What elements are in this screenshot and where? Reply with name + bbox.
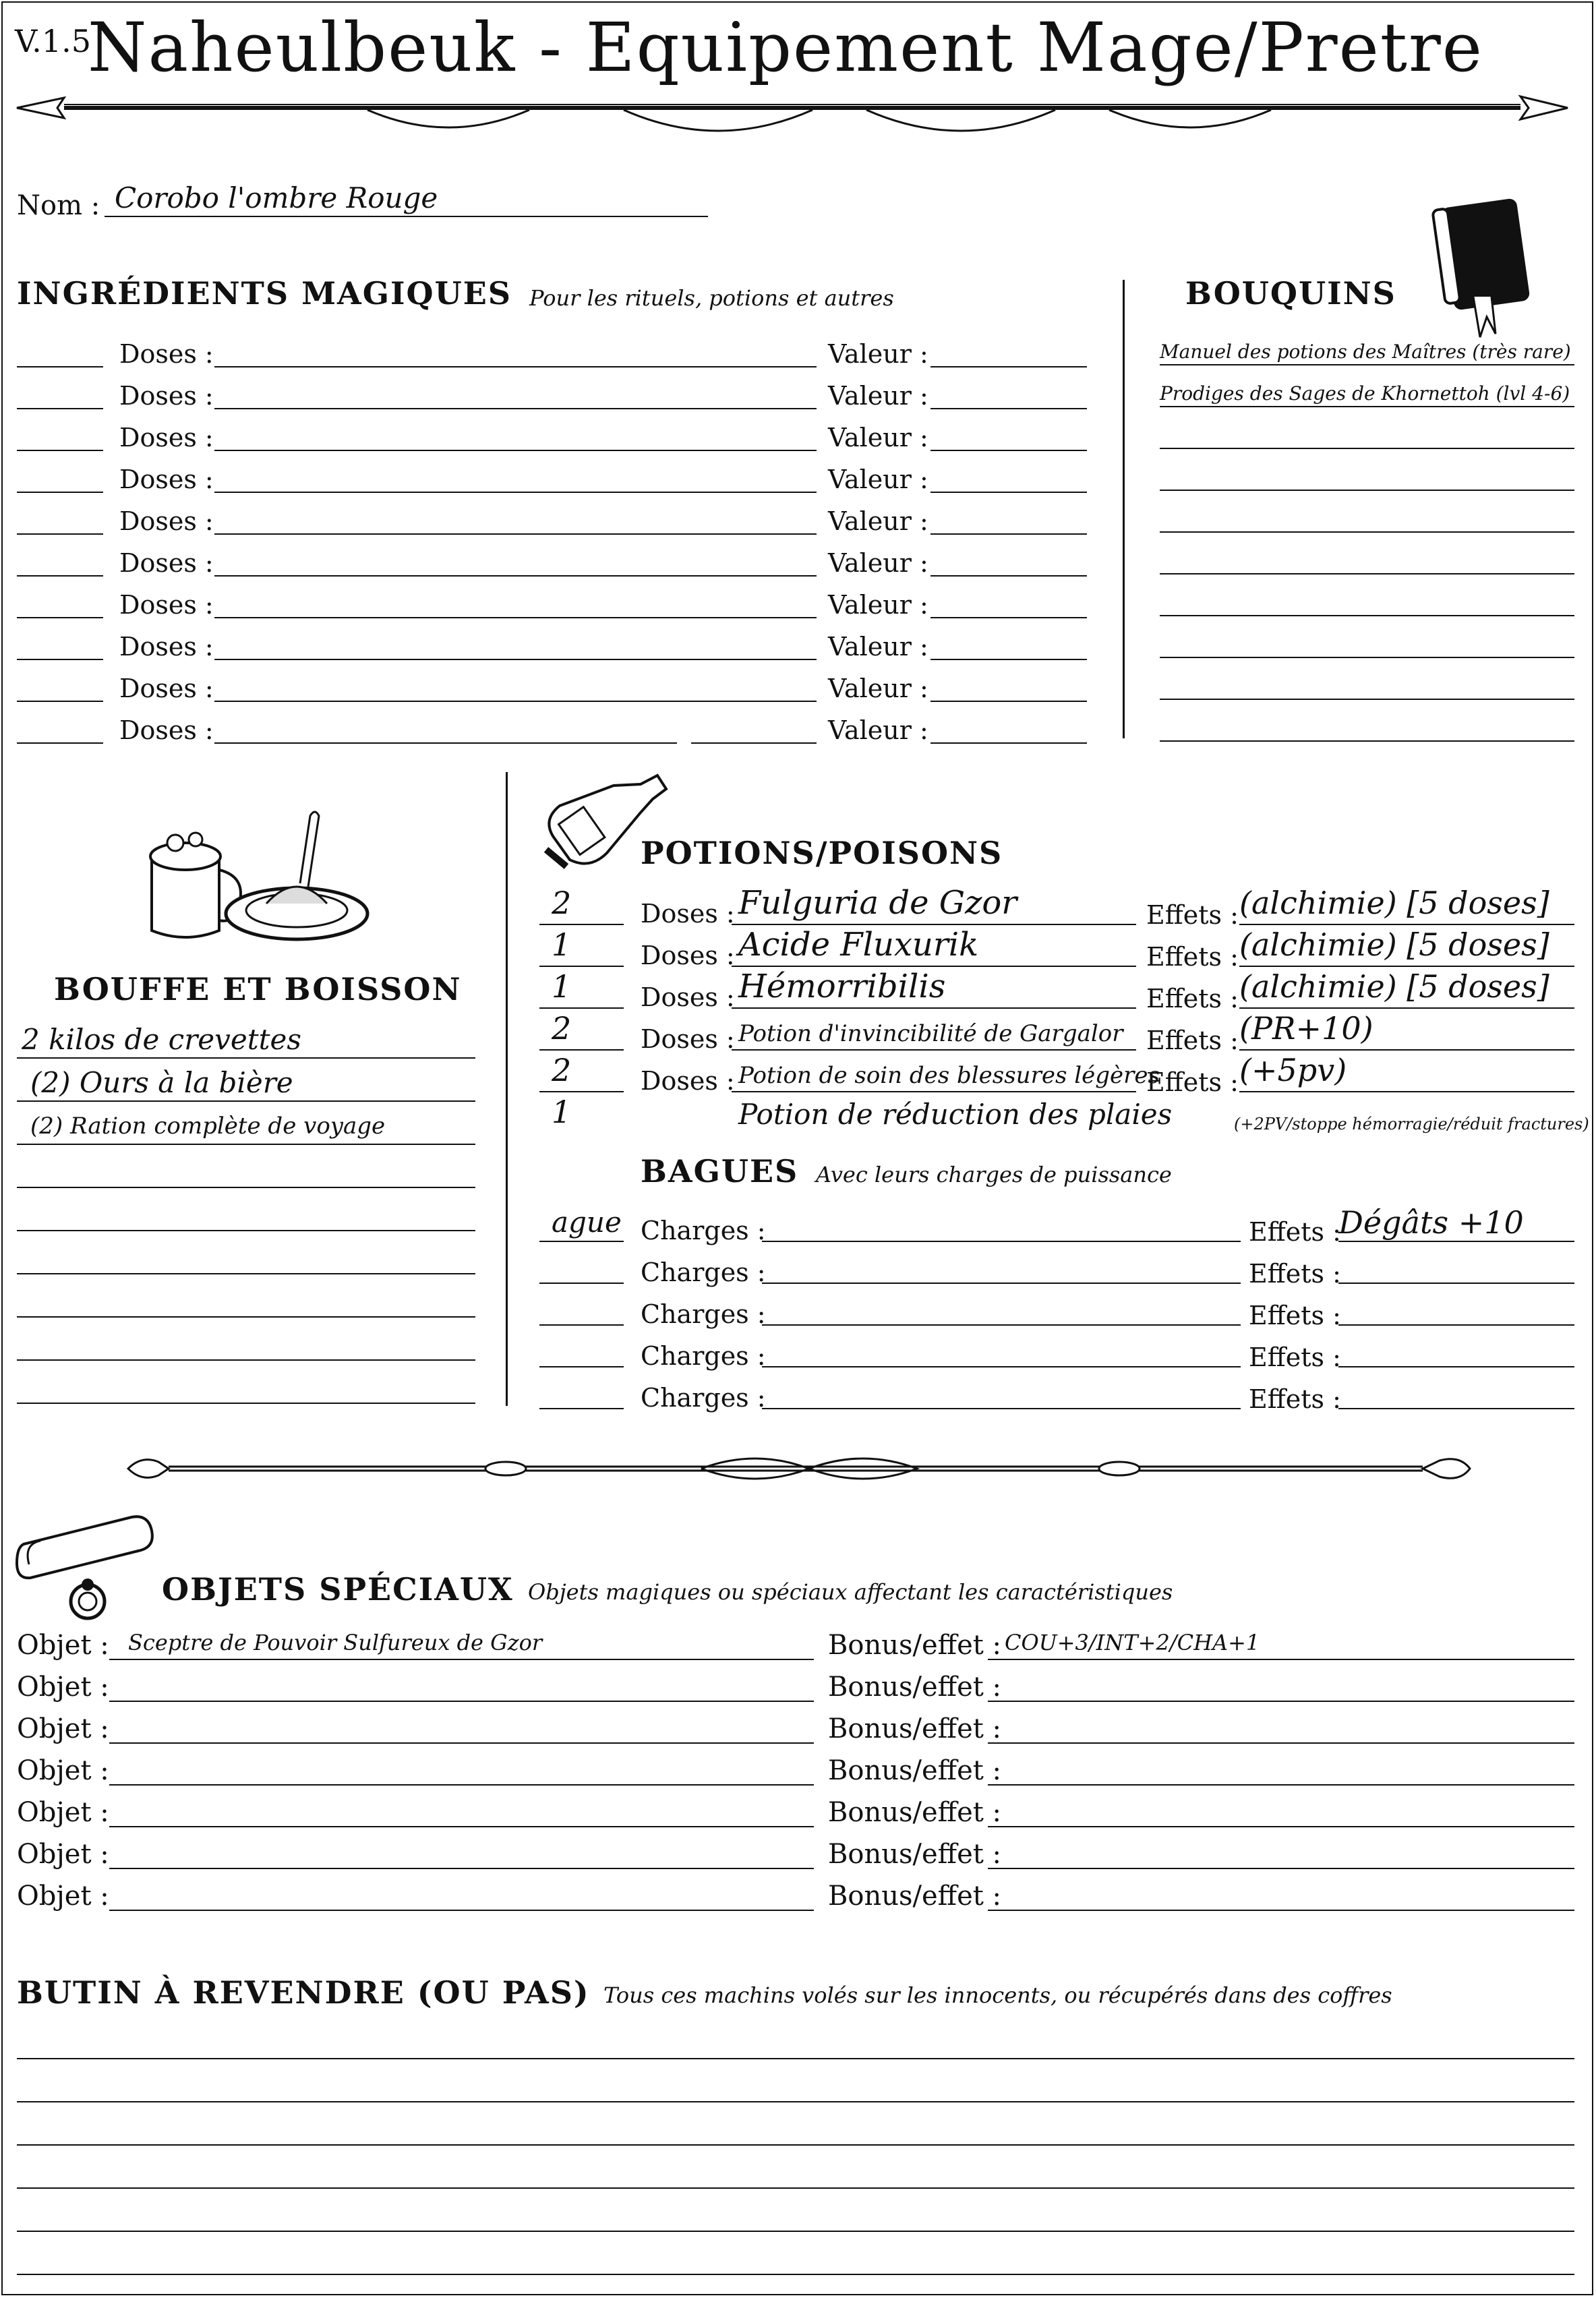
- potion-qty[interactable]: 1: [552, 1094, 572, 1130]
- potion-name[interactable]: Fulguria de Gzor: [738, 884, 1017, 922]
- butin-line: [17, 2274, 1574, 2275]
- ring-qty-line: [539, 1283, 624, 1284]
- ingredient-qty-line: [17, 617, 103, 618]
- potion-doses-label: Doses :: [641, 982, 735, 1012]
- ring-charges-label: Charges :: [641, 1258, 766, 1287]
- potion-doses-label: Doses :: [641, 941, 735, 970]
- bouquin-line: [1160, 364, 1574, 365]
- ingredient-valeur-line: [930, 366, 1087, 367]
- potion-name[interactable]: Potion de soin des blessures légères: [738, 1062, 1160, 1089]
- potion-effect[interactable]: (alchimie) [5 doses]: [1239, 926, 1549, 963]
- ingredient-valeur-label: Valeur :: [828, 674, 928, 703]
- potion-effect-note[interactable]: (+2PV/stoppe hémorragie/réduit fractures): [1234, 1115, 1589, 1133]
- potion-qty[interactable]: 2: [552, 885, 572, 921]
- potion-effect-line: [1239, 1091, 1574, 1092]
- name-value[interactable]: Corobo l'ombre Rouge: [115, 181, 438, 214]
- ingredient-valeur-label: Valeur :: [828, 632, 928, 661]
- potion-doses-label: Doses :: [641, 899, 735, 929]
- food-entry[interactable]: 2 kilos de crevettes: [22, 1023, 301, 1056]
- ingredient-doses-label: Doses :: [119, 674, 214, 703]
- potion-effect[interactable]: (PR+10): [1239, 1010, 1373, 1047]
- objet-label: Objet :: [17, 1713, 109, 1744]
- ingredient-doses-label: Doses :: [119, 632, 214, 661]
- bonus-label: Bonus/effet :: [828, 1630, 1002, 1661]
- potion-doses-label: Doses :: [641, 1024, 735, 1054]
- objet-line: [109, 1784, 814, 1786]
- potion-name-line: [732, 1049, 1136, 1051]
- bouquin-line: [1160, 615, 1574, 616]
- ingredient-name-line: [214, 575, 817, 577]
- name-label: Nom :: [17, 190, 100, 221]
- objet-label: Objet :: [17, 1630, 109, 1661]
- bonus-line: [988, 1659, 1574, 1660]
- butin-line: [17, 2231, 1574, 2232]
- ingredient-valeur-line: [930, 617, 1087, 618]
- bouquin-entry[interactable]: Manuel des potions des Maîtres (très rare): [1160, 341, 1571, 363]
- ring-effect-line: [1338, 1241, 1574, 1242]
- potion-effect[interactable]: (alchimie) [5 doses]: [1239, 968, 1549, 1005]
- objet-line: [109, 1659, 814, 1660]
- potion-qty-line: [539, 966, 624, 967]
- bonus-label: Bonus/effet :: [828, 1672, 1002, 1703]
- ring-effets-label: Effets :: [1249, 1384, 1341, 1414]
- ring-charges-line: [762, 1283, 1241, 1284]
- version-label: V.1.5: [15, 23, 91, 59]
- bonus-label: Bonus/effet :: [828, 1881, 1002, 1912]
- ingredients-subtitle: Pour les rituels, potions et autres: [529, 285, 894, 311]
- food-entry[interactable]: (2) Ration complète de voyage: [30, 1113, 386, 1140]
- ring-charges-line: [762, 1241, 1241, 1242]
- ring-charges-line: [762, 1366, 1241, 1367]
- objet-label: Objet :: [17, 1672, 109, 1703]
- ingredient-valeur-label: Valeur :: [828, 339, 928, 369]
- objet-label: Objet :: [17, 1797, 109, 1828]
- ingredient-qty-line: [17, 408, 103, 409]
- ingredient-doses-label: Doses :: [119, 715, 214, 745]
- food-entry[interactable]: (2) Ours à la bière: [30, 1066, 293, 1099]
- ingredient-valeur-label: Valeur :: [828, 506, 928, 536]
- potion-effect-line: [1239, 924, 1574, 925]
- objet-line: [109, 1742, 814, 1744]
- potion-effect-line: [1239, 966, 1574, 967]
- butin-line: [17, 2058, 1574, 2059]
- scroll-ring-icon: [17, 1510, 172, 1625]
- potion-name-line: [732, 1007, 1136, 1009]
- ingredient-doses-label: Doses :: [119, 423, 214, 452]
- ring-charges-line: [762, 1408, 1241, 1409]
- butin-line: [17, 2101, 1574, 2102]
- objet-label: Objet :: [17, 1839, 109, 1870]
- ingredient-name-line: [214, 366, 817, 367]
- potion-name-line: [732, 924, 1136, 925]
- ingredient-valeur-line: [930, 701, 1087, 702]
- ingredient-doses-label: Doses :: [119, 465, 214, 494]
- potion-qty[interactable]: 2: [552, 1052, 572, 1088]
- ingredient-doses-label: Doses :: [119, 548, 214, 578]
- page-title: Naheulbeuk - Equipement Mage/Pretre: [88, 8, 1483, 87]
- staff-ornament-icon: [128, 1448, 1470, 1489]
- ingredients-title: INGRÉDIENTS MAGIQUES: [17, 275, 512, 312]
- bouquin-line: [1160, 448, 1574, 449]
- bonus-line: [988, 1701, 1574, 1702]
- ingredient-name-line: [214, 408, 817, 409]
- ingredient-doses-label: Doses :: [119, 339, 214, 369]
- potion-qty[interactable]: 1: [552, 968, 572, 1005]
- ring-effets-label: Effets :: [1249, 1301, 1341, 1330]
- food-line: [17, 1273, 475, 1274]
- objet-value[interactable]: Sceptre de Pouvoir Sulfureux de Gzor: [128, 1630, 543, 1655]
- potion-name-line: [732, 966, 1136, 967]
- ring-effect[interactable]: Dégâts +10: [1338, 1204, 1524, 1241]
- ingredient-doses-label: Doses :: [119, 381, 214, 411]
- food-line: [17, 1403, 475, 1404]
- potion-doses-label: Doses :: [641, 1066, 735, 1096]
- bonus-line: [988, 1910, 1574, 1911]
- bonus-value[interactable]: COU+3/INT+2/CHA+1: [1005, 1630, 1260, 1655]
- potion-name-line: [732, 1091, 1136, 1092]
- potions-title: POTIONS/POISONS: [641, 835, 1003, 871]
- ingredient-name-line: [214, 617, 817, 618]
- ingredient-qty-line: [17, 742, 103, 744]
- spear-ornament-icon: [17, 84, 1568, 138]
- ring-qty-line: [539, 1408, 624, 1409]
- food-line: [17, 1187, 475, 1188]
- potion-effect[interactable]: (alchimie) [5 doses]: [1239, 885, 1549, 921]
- ingredient-valeur-label: Valeur :: [828, 381, 928, 411]
- ingredient-name-line: [214, 659, 817, 660]
- ingredient-qty-line: [17, 366, 103, 367]
- ingredient-name-line: [214, 742, 677, 744]
- bouquin-line: [1160, 699, 1574, 700]
- book-icon: [1436, 196, 1544, 344]
- butin-line: [17, 2144, 1574, 2146]
- ingredients-divider: [1123, 280, 1125, 738]
- ingredient-valeur-label: Valeur :: [828, 548, 928, 578]
- food-divider: [506, 772, 508, 1406]
- ingredient-doses-label: Doses :: [119, 506, 214, 536]
- ring-qty-line: [539, 1324, 624, 1326]
- ring-effect-line: [1338, 1408, 1574, 1409]
- potion-effets-label: Effets :: [1146, 1067, 1239, 1097]
- objet-line: [109, 1868, 814, 1869]
- bagues-subtitle: Avec leurs charges de puissance: [816, 1162, 1172, 1187]
- ring-charges-label: Charges :: [641, 1216, 766, 1245]
- bonus-line: [988, 1826, 1574, 1827]
- ring-charges-label: Charges :: [641, 1299, 766, 1329]
- potion-name[interactable]: Potion de réduction des plaies: [738, 1098, 1173, 1131]
- objet-label: Objet :: [17, 1755, 109, 1786]
- potion-effect-line: [1239, 1049, 1574, 1051]
- potion-qty-line: [539, 1091, 624, 1092]
- ingredient-valeur-line: [930, 492, 1087, 493]
- bonus-label: Bonus/effet :: [828, 1713, 1002, 1744]
- ring-effect-line: [1338, 1324, 1574, 1326]
- potion-qty[interactable]: 2: [552, 1010, 572, 1047]
- potion-effets-label: Effets :: [1146, 942, 1239, 972]
- ingredient-qty-line: [17, 533, 103, 535]
- objets-title: OBJETS SPÉCIAUX: [162, 1571, 514, 1608]
- potion-effets-label: Effets :: [1146, 984, 1239, 1013]
- food-line: [17, 1057, 475, 1059]
- bouquin-line: [1160, 657, 1574, 658]
- ingredient-qty-line: [17, 450, 103, 451]
- ingredient-qty-line: [17, 659, 103, 660]
- ingredient-qty-line: [17, 492, 103, 493]
- potion-effect[interactable]: (+5pv): [1239, 1052, 1347, 1088]
- ingredient-valeur-line: [930, 450, 1087, 451]
- ingredient-valeur-line: [930, 575, 1087, 577]
- objet-line: [109, 1910, 814, 1911]
- ingredient-doses-label: Doses :: [119, 590, 214, 620]
- ring-effets-label: Effets :: [1249, 1343, 1341, 1372]
- ingredient-valeur-line: [930, 742, 1087, 744]
- ring-qty[interactable]: ague: [552, 1206, 622, 1239]
- food-line: [17, 1316, 475, 1318]
- ring-charges-line: [762, 1324, 1241, 1326]
- potion-qty-line: [539, 924, 624, 925]
- objet-label: Objet :: [17, 1881, 109, 1912]
- bouquin-line: [1160, 740, 1574, 742]
- ingredient-valeur-line: [930, 659, 1087, 660]
- ring-qty-line: [539, 1366, 624, 1367]
- potion-effets-label: Effets :: [1146, 900, 1239, 930]
- bonus-label: Bonus/effet :: [828, 1755, 1002, 1786]
- ring-effets-label: Effets :: [1249, 1259, 1341, 1289]
- ingredient-valeur-line: [930, 408, 1087, 409]
- objet-line: [109, 1701, 814, 1702]
- ingredient-qty-line: [17, 575, 103, 577]
- ring-effect-line: [1338, 1366, 1574, 1367]
- food-line: [17, 1359, 475, 1361]
- name-line: [105, 216, 708, 217]
- bagues-title: BAGUES: [641, 1153, 799, 1189]
- ring-charges-label: Charges :: [641, 1341, 766, 1371]
- ingredient-name-line: [214, 701, 817, 702]
- ingredient-name-line: [691, 742, 817, 744]
- bonus-label: Bonus/effet :: [828, 1839, 1002, 1870]
- potion-name[interactable]: Potion d'invincibilité de Gargalor: [738, 1020, 1123, 1047]
- butin-title: BUTIN À REVENDRE (OU PAS): [17, 1974, 590, 2011]
- food-line: [17, 1230, 475, 1231]
- bouquin-line: [1160, 490, 1574, 491]
- ingredient-valeur-line: [930, 533, 1087, 535]
- ingredient-valeur-label: Valeur :: [828, 465, 928, 494]
- bouffe-title: BOUFFE ET BOISSON: [54, 971, 462, 1007]
- butin-line: [17, 2187, 1574, 2189]
- ingredient-valeur-label: Valeur :: [828, 590, 928, 620]
- potion-name[interactable]: Hémorribilis: [738, 968, 946, 1005]
- potion-qty[interactable]: 1: [552, 926, 572, 963]
- ring-qty-line: [539, 1241, 624, 1242]
- bonus-line: [988, 1784, 1574, 1786]
- food-line: [17, 1144, 475, 1145]
- ingredient-name-line: [214, 533, 817, 535]
- bouquin-line: [1160, 573, 1574, 574]
- potion-qty-line: [539, 1049, 624, 1051]
- ingredient-valeur-label: Valeur :: [828, 423, 928, 452]
- food-line: [17, 1100, 475, 1102]
- bouquin-entry[interactable]: Prodiges des Sages de Khornettoh (lvl 4-6): [1160, 382, 1570, 405]
- bouquin-line: [1160, 531, 1574, 533]
- potion-effets-label: Effets :: [1146, 1026, 1239, 1055]
- potion-effect-line: [1239, 1007, 1574, 1009]
- food-icon: [138, 802, 367, 951]
- potion-name[interactable]: Acide Fluxurik: [738, 926, 979, 964]
- bonus-line: [988, 1742, 1574, 1744]
- ring-effect-line: [1338, 1283, 1574, 1284]
- ingredient-valeur-label: Valeur :: [828, 715, 928, 745]
- butin-subtitle: Tous ces machins volés sur les innocents, ou récupérés dans des coffres: [603, 1982, 1392, 2008]
- objet-line: [109, 1826, 814, 1827]
- ingredient-name-line: [214, 492, 817, 493]
- ring-effets-label: Effets :: [1249, 1217, 1341, 1247]
- ring-charges-label: Charges :: [641, 1383, 766, 1413]
- bonus-line: [988, 1868, 1574, 1869]
- bonus-label: Bonus/effet :: [828, 1797, 1002, 1828]
- potion-qty-line: [539, 1007, 624, 1009]
- objets-subtitle: Objets magiques ou spéciaux affectant les caractéristiques: [528, 1579, 1173, 1605]
- bouquin-line: [1160, 406, 1574, 407]
- ingredient-name-line: [214, 450, 817, 451]
- ingredient-qty-line: [17, 701, 103, 702]
- bouquins-title: BOUQUINS: [1185, 275, 1396, 312]
